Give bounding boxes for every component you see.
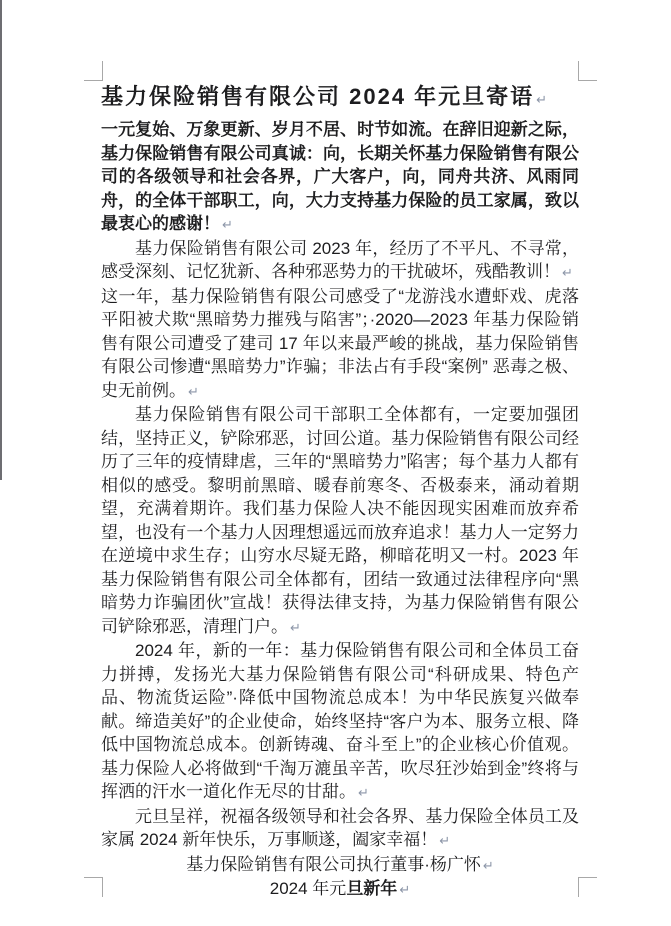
window-edge-line	[0, 0, 2, 480]
paragraphs-container	[101, 118, 579, 902]
text-run: 基力保险销售有限公司 2023 年，经历了不平凡、不寻常，感受深刻、记忆犹新、各种邪恶势力的干扰破坏，残酷教训！	[101, 238, 579, 281]
this-year-paragraph[interactable]	[101, 285, 579, 404]
signature-line[interactable]	[101, 853, 579, 878]
text-run: 基力保险销售有限公司执行董事·杨广怀	[186, 854, 481, 874]
blessing-paragraph[interactable]	[101, 805, 579, 853]
paragraph-mark-icon: ↵	[439, 833, 451, 848]
paragraph-mark-icon: ↵	[562, 265, 573, 280]
text-boundary-mark-top-left	[84, 61, 103, 81]
text-boundary-mark-top-right	[578, 61, 597, 81]
paragraph-mark-icon: ↵	[358, 785, 369, 800]
text-run: 2024 年元	[269, 879, 347, 898]
review-2023-paragraph[interactable]	[101, 237, 579, 285]
paragraph-mark-icon: ↵	[482, 857, 494, 873]
paragraph-mark-icon: ↵	[188, 383, 199, 399]
text-boundary-mark-bottom-right	[578, 877, 597, 897]
paragraph-mark-icon: ↵	[290, 619, 301, 635]
text-run: 这一年，基力保险销售有限公司感受了“龙游浅水遭虾戏、虎落平阳被犬欺“黑暗势力摧残与陷害”；·2020—2023 年基力保险销售有限公司遭受了建司 17 年以来最严峻的挑战，基力保险销售有限公司惨遭“黑暗势力”诈骗；非法占有手段“案例” 恶毒之极、史无前例。	[101, 286, 579, 400]
new-year-2024-paragraph[interactable]	[101, 639, 579, 805]
greeting-paragraph[interactable]	[101, 118, 579, 237]
unity-paragraph[interactable]	[101, 403, 579, 639]
document-body[interactable]	[101, 82, 579, 902]
paragraph-mark-icon: ↵	[399, 882, 411, 897]
text-run: 旦新年	[346, 879, 398, 898]
document-title-text: 基力保险销售有限公司 2024 年元旦寄语	[101, 84, 535, 109]
text-run: 2024 年，新的一年：基力保险销售有限公司和全体员工奋力拼搏，发扬光大基力保险销售有限公司“科研成果、特色产品、物流货运险”·降低中国物流总成本！为中华民族复兴做奉献。缔造美好”的企业使命，始终坚持“客户为本、服务立根、降低中国物流总成本。创新铸魂、奋斗至上”的企业核心价值观。基力保险人必将做到“千淘万漉虽辛苦，吹尽狂沙始到金”终将与挥洒的汗水一道化作无尽的甘甜。	[101, 641, 579, 801]
text-run: 一元复始、万象更新、岁月不居、时节如流。在辞旧迎新之际，基力保险销售有限公司真诚：向，长期关怀基力保险销售有限公司的各级领导和社会各界，广大客户，向，同舟共济、风雨同舟，的全体干部职工，向，大力支持基力保险的员工家属，致以最衷心的感谢！	[101, 120, 579, 233]
paragraph-mark-icon: ↵	[222, 217, 233, 232]
document-title	[101, 82, 579, 114]
paragraph-mark-icon: ↵	[536, 92, 548, 107]
text-run: 基力保险销售有限公司干部职工全体都有，一定要加强团结，坚持正义，铲除邪恶，讨回公道。基力保险销售有限公司经历了三年的疫情肆虐，三年的“黑暗势力”陷害；每个基力人都有相似的感受。黎明前黑暗、暖春前寒冬、否极泰来，涌动着期望，充满着期许。我们基力保险人决不能因现实困难而放弃希望，也没有一个基力人因理想遥远而放弃追求！基力人一定努力在逆境中求生存；山穷水尽疑无路，柳暗花明又一村。2023 年基力保险销售有限公司全体都有，团结一致通过法律程序向“黑暗势力诈骗团伙”宣战！获得法律支持，为基力保险销售有限公司铲除邪恶，清理门户。	[101, 405, 579, 636]
date-line[interactable]	[101, 877, 579, 902]
text-run: 元旦呈祥，祝福各级领导和社会各界、基力保险全体员工及家属 2024 新年快乐，万事顺遂，阖家幸福！	[101, 806, 579, 849]
